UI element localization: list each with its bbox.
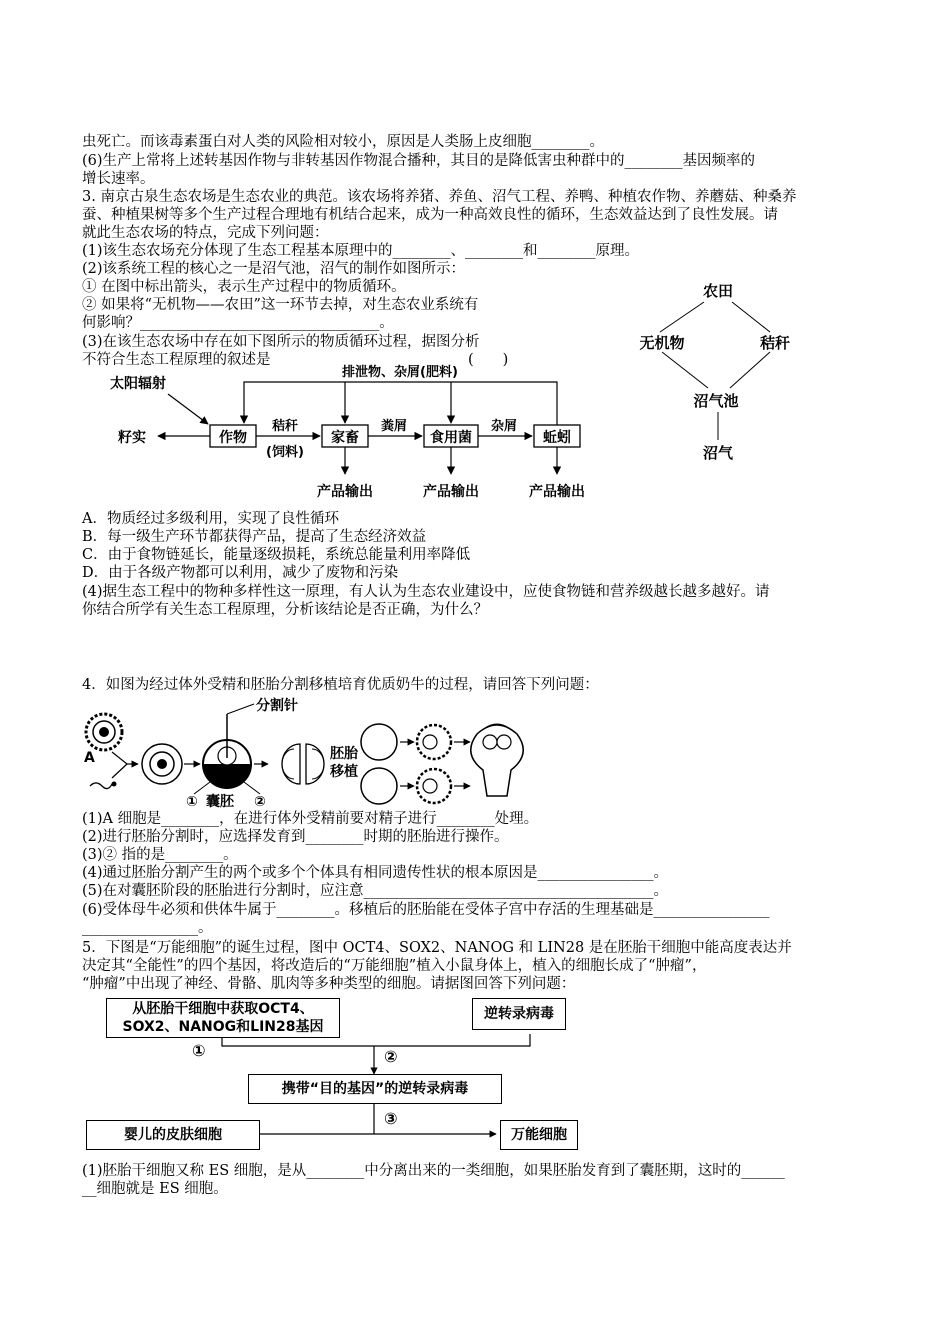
text-line: ① 在图中标出箭头，表示生产过程中的物质循环。 (82, 279, 406, 295)
cycle-biogas-pit-label: 沼气池 (693, 392, 739, 410)
embryo-splitting-diagram (82, 694, 532, 810)
universal-cell-box (500, 1120, 578, 1150)
cycle-straw-label: 秸秆 (759, 334, 791, 352)
text-line: (6)受体母牛必须和供体牛属于________。移植后的胚胎能在受体子宫中存活的生理基础是________________ (82, 902, 770, 918)
text-line: “肿瘤”中出现了神经、骨骼、肌肉等多种类型的细胞。请据图回答下列问题： (82, 976, 576, 992)
step-3-label: ③ (384, 1109, 398, 1128)
fungi-label: 食用菌 (430, 430, 472, 446)
carrier-virus-label: 携带“目的基因”的逆转录病毒 (281, 1081, 469, 1097)
skin-cell-box (86, 1120, 260, 1150)
crops-label: 作物 (219, 430, 247, 446)
option-c: C．由于食物链延长，能量逐级损耗，系统总能量利用率降低 (82, 547, 471, 563)
transfer-label-1: 胚胎 (330, 746, 358, 762)
universal-cell-label: 万能细胞 (511, 1127, 567, 1143)
solar-label: 太阳辐射 (110, 376, 166, 392)
cycle-farmland-label: 农田 (702, 282, 734, 300)
earthworm-label: 蚯蚓 (543, 430, 571, 446)
text-line: 增长速率。 (82, 171, 155, 187)
text-line: __细胞就是 ES 细胞。 (82, 1181, 228, 1197)
retrovirus-label: 逆转录病毒 (484, 1006, 554, 1022)
genes-source-box (106, 998, 340, 1038)
text-line: 你结合所学有关生态工程原理，分析该结论是否正确，为什么？ (82, 602, 488, 618)
question-3-intro: 3. 南京古泉生态农场是生态农业的典范。该农场将养猪、养鱼、沼气工程、养鸭、种植农作物、养蘑菇、种桑养 (82, 189, 797, 205)
text-line: (1)A 细胞是________，在进行体外受精前要对精子进行________处理。 (82, 811, 539, 827)
skin-cell-label: 婴儿的皮肤细胞 (124, 1127, 222, 1143)
biogas-cycle-diagram (620, 272, 820, 472)
blastocyst-label-2: ② (254, 794, 266, 810)
step-1-label: ① (192, 1041, 206, 1060)
needle-label: 分割针 (256, 698, 298, 714)
output-label: 产品输出 (423, 484, 479, 500)
text-line: (1)胚胎干细胞又称 ES 细胞，是从________中分离出来的一类细胞，如果胚胎发育到了囊胚期，这时的______ (82, 1163, 785, 1179)
debris-flow-label: 杂屑 (490, 419, 518, 434)
text-line: (2)该系统工程的核心之一是沼气池，沼气的制作如图所示： (82, 261, 466, 277)
text-line: (1)该生态农场充分体现了生态工程基本原理中的________、________和________原理。 (82, 243, 640, 259)
option-a: A．物质经过多级利用，实现了良性循环 (82, 511, 339, 527)
seeds-label: 籽实 (118, 430, 146, 446)
option-b: B．每一级生产环节都获得产品，提高了生态经济效益 (82, 529, 427, 545)
text-line: 虫死亡。而该毒素蛋白对人类的风险相对较小，原因是人类肠上皮细胞________。 (82, 134, 604, 150)
genes-source-label-1: 从胚胎干细胞中获取OCT4、 (132, 1001, 314, 1017)
output-label: 产品输出 (317, 484, 373, 500)
text-line: 决定其“全能性”的四个基因，将改造后的“万能细胞”植入小鼠身体上，植入的细胞长成了“肿瘤”， (82, 958, 707, 974)
straw-flow-label: 秸秆 (271, 419, 299, 434)
retrovirus-box (472, 998, 566, 1030)
step-2-label: ② (384, 1047, 398, 1066)
cycle-biogas-label: 沼气 (702, 444, 734, 462)
blastocyst-label-1: ① (186, 794, 198, 810)
question-5-intro: 5．下图是“万能细胞”的诞生过程，图中 OCT4、SOX2、NANOG 和 LIN28 是在胚胎干细胞中能高度表达并 (82, 940, 792, 956)
text-line: (2)进行胚胎分割时，应选择发育到________时期的胚胎进行操作。 (82, 829, 509, 845)
text-line: (3)在该生态农场中存在如下图所示的物质循环过程，据图分析 (82, 334, 480, 350)
text-line: (5)在对囊胚阶段的胚胎进行分割时，应注意________________________________________。 (82, 883, 669, 899)
answer-bracket: ( ) (468, 352, 509, 368)
carrier-virus-box (248, 1074, 502, 1104)
question-4-intro: 4．如图为经过体外受精和胚胎分割移植培育优质奶牛的过程，请回答下列问题： (82, 677, 599, 693)
output-label: 产品输出 (529, 484, 585, 500)
blastocyst-label: 囊胚 (206, 794, 234, 810)
feed-flow-label: (饲料) (266, 445, 304, 460)
text-line: 就此生态农场的特点，完成下列问题： (82, 225, 329, 241)
text-line: ② 如果将“无机物——农田”这一环节去掉，对生态农业系统有 (82, 297, 479, 313)
livestock-label: 家畜 (331, 430, 359, 446)
manure-flow-label: 粪屑 (380, 419, 408, 434)
text-line: (4)通过胚胎分割产生的两个或多个个体具有相同遗传性状的根本原因是________________。 (82, 865, 669, 881)
text-line: (4)据生态工程中的物种多样性这一原理，有人认为生态农业建设中，应使食物链和营养级越长越多越好。请 (82, 584, 770, 600)
text-line: 蚕、种植果树等多个生产过程合理地有机结合起来，成为一种高效良性的循环，生态效益达到了良性发展。请 (82, 207, 778, 223)
cycle-inorganic-label: 无机物 (639, 334, 685, 352)
material-cycle-flow-diagram (110, 362, 600, 510)
cell-a-label: A (84, 750, 95, 766)
text-line: (6)生产上常将上述转基因作物与非转基因作物混合播种，其目的是降低害虫种群中的________基因频率的 (82, 153, 756, 169)
option-d: D．由于各级产物都可以利用，减少了废物和污染 (82, 565, 399, 581)
transfer-label-2: 移植 (330, 764, 358, 780)
text-line: ________________。 (82, 920, 213, 936)
excreta-label: 排泄物、杂屑(肥料) (342, 365, 458, 380)
text-line: (3)② 指的是________。 (82, 847, 238, 863)
text-line: 不符合生态工程原理的叙述是 (82, 352, 271, 368)
text-line: 何影响？_________________________________。 (82, 315, 394, 331)
genes-source-label-2: SOX2、NANOG和LIN28基因 (122, 1019, 324, 1035)
